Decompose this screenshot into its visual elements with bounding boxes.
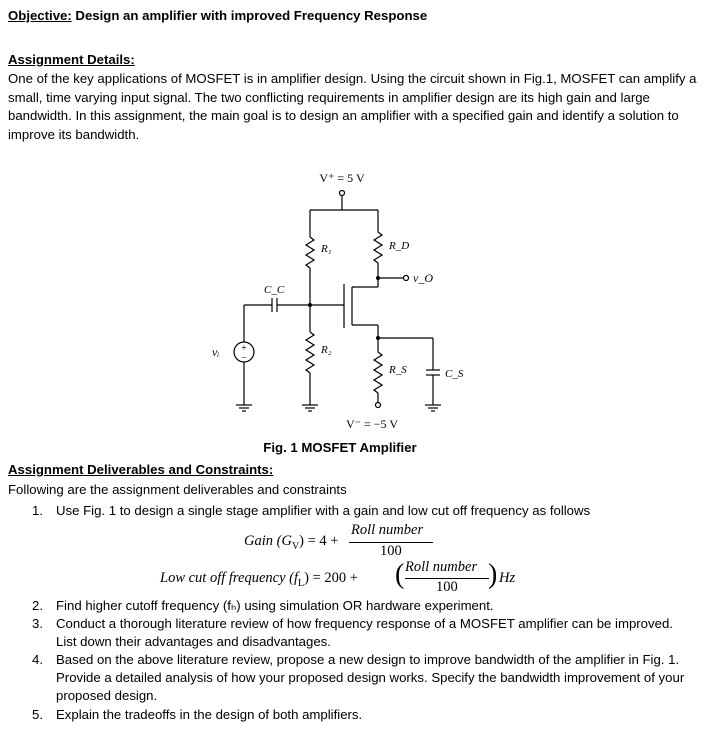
deliverables-intro: Following are the assignment deliverables and constraints xyxy=(8,482,347,497)
gain-numerator: Roll number xyxy=(351,522,424,538)
r1-resistor xyxy=(306,237,314,268)
details-body: One of the key applications of MOSFET is in amplifier design. Using the circuit shown in Fig.1, MOSFET can amplify a small, time varying input signal. The two conflicting requirements in amplifier design are its high gain and large bandwidth. In this assignment, the main goal is to design an amplifier with a specified gain and identify a solution to improve its bandwidth. xyxy=(8,71,697,142)
vminus-terminal xyxy=(376,403,381,408)
r2-resistor xyxy=(306,332,314,373)
rd-label: R_D xyxy=(389,240,410,252)
r1-label: R₁ xyxy=(321,243,332,255)
close-paren: ) xyxy=(488,559,498,590)
objective-text: Design an amplifier with improved Frequency Response xyxy=(71,8,428,23)
vplus-terminal xyxy=(340,191,345,196)
low-denominator: 100 xyxy=(436,579,458,595)
vo-terminal xyxy=(404,276,409,281)
cc-label: C_C xyxy=(264,284,285,296)
mosfet-amplifier-circuit xyxy=(190,160,464,440)
objective-label: Objective: xyxy=(8,8,72,23)
low-cutoff-equation-lhs: Low cut off frequency $(f_L) = 200$ + xyxy=(160,570,358,589)
vi-label: vᵢ xyxy=(212,345,220,359)
gain-equation-lhs: Gain $(G_V) = 4$ + xyxy=(244,533,339,552)
figure-caption: Fig. 1 MOSFET Amplifier xyxy=(263,440,417,455)
cs-label: C_S xyxy=(445,368,464,380)
low-numerator: Roll number xyxy=(405,559,478,575)
vminus-label: V⁻ = −5 V xyxy=(346,417,398,431)
deliverables-heading: Assignment Deliverables and Constraints: xyxy=(8,462,274,477)
rd-resistor xyxy=(374,232,382,263)
open-paren: ( xyxy=(395,559,405,590)
source-minus: − xyxy=(241,353,247,364)
vo-label: v_O xyxy=(413,271,433,285)
objective-line xyxy=(8,8,427,23)
low-unit: Hz xyxy=(499,570,516,586)
ground-symbols xyxy=(236,405,441,411)
source-plus: + xyxy=(241,343,247,354)
vplus-label: V⁺ = 5 V xyxy=(319,171,365,185)
r2-label: R₂ xyxy=(321,344,332,356)
gain-denominator: 100 xyxy=(380,543,402,559)
details-heading: Assignment Details: xyxy=(8,52,135,67)
rs-resistor xyxy=(374,352,382,393)
rs-label: R_S xyxy=(389,364,407,376)
